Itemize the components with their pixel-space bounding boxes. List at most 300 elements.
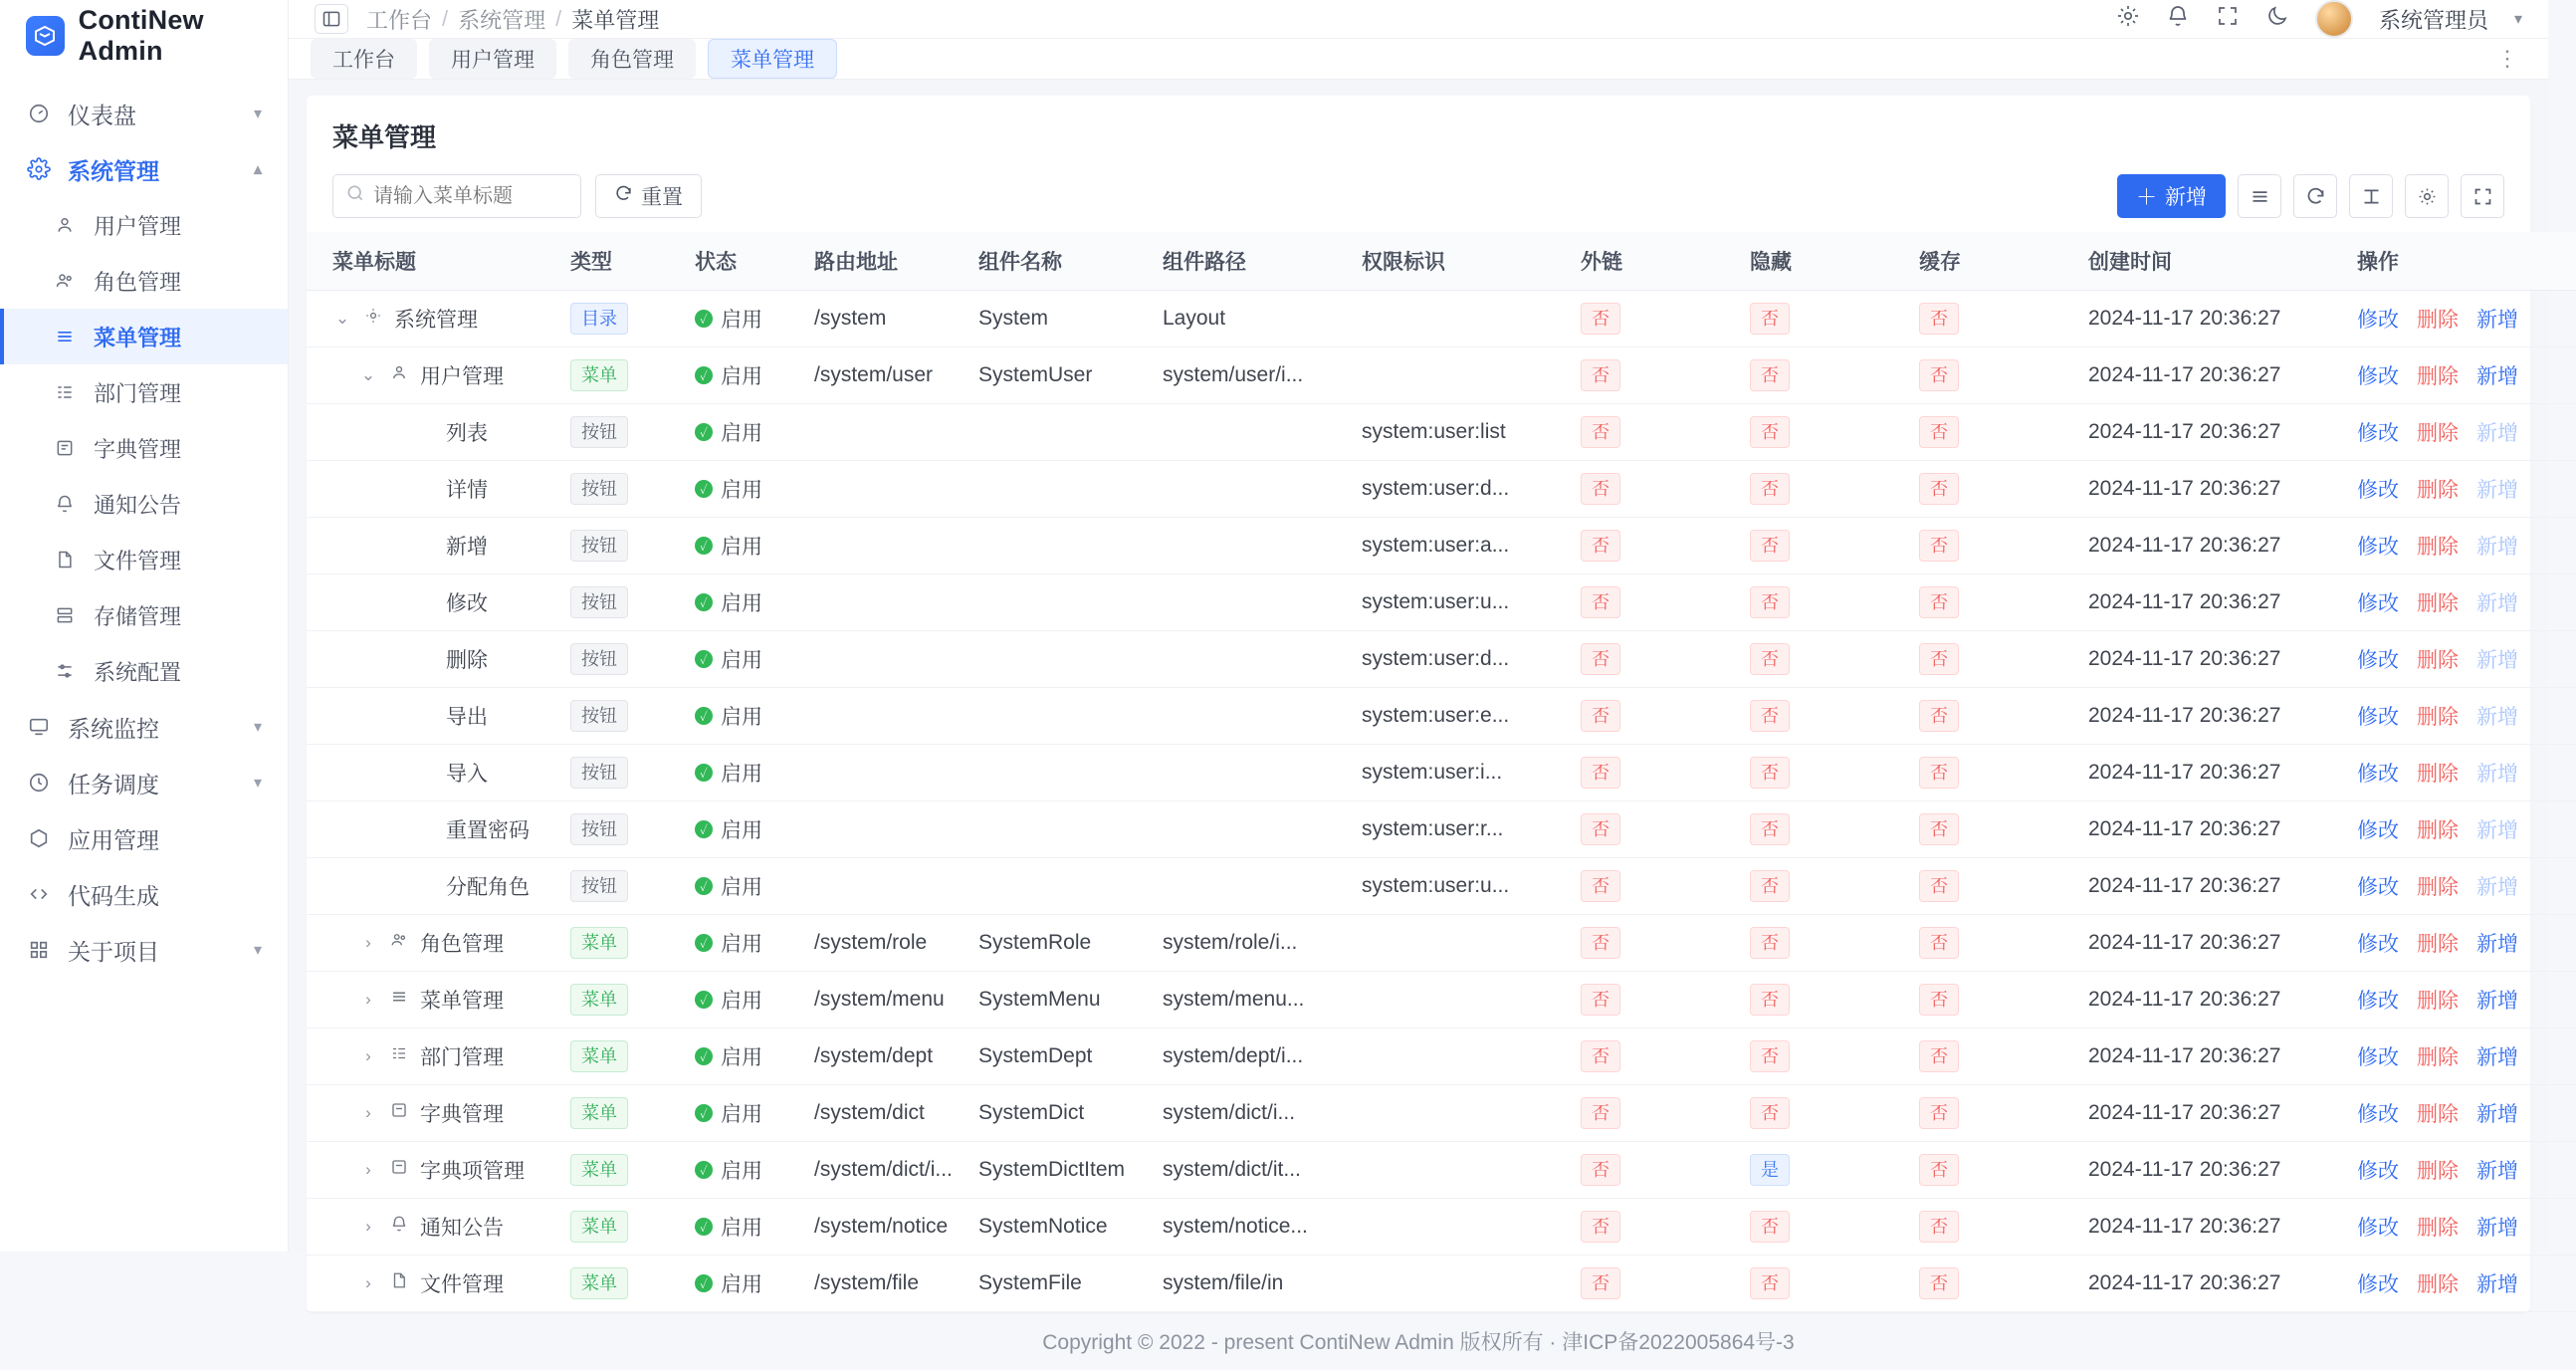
add-link[interactable]: 新增 (2476, 990, 2518, 1013)
edit-link[interactable]: 修改 (2357, 479, 2399, 502)
add-link[interactable]: 新增 (2476, 422, 2518, 445)
cell-type (560, 631, 685, 688)
chevron-right-icon[interactable]: › (365, 990, 371, 1009)
status-text: 启用 (721, 536, 762, 559)
storage-icon (52, 605, 78, 625)
cell-created: 2024-11-17 20:36:27 (2078, 972, 2347, 1028)
cache-badge: 否 (1919, 530, 1959, 562)
cell-created: 2024-11-17 20:36:27 (2078, 347, 2347, 404)
chevron-right-icon[interactable]: › (365, 1103, 371, 1122)
delete-link[interactable]: 删除 (2417, 1103, 2459, 1126)
chevron-right-icon[interactable]: › (365, 1217, 371, 1236)
cell-type (560, 404, 685, 461)
cell-status (685, 1199, 804, 1256)
delete-link[interactable]: 删除 (2417, 876, 2459, 899)
cell-status (685, 291, 804, 347)
delete-link[interactable]: 删除 (2417, 1217, 2459, 1240)
table-row[interactable] (307, 461, 2576, 518)
delete-link[interactable]: 删除 (2417, 1160, 2459, 1183)
table-row[interactable] (307, 972, 2576, 1028)
table-row[interactable] (307, 1142, 2576, 1199)
external-badge: 否 (1581, 1097, 1620, 1129)
external-badge: 否 (1581, 643, 1620, 675)
add-link[interactable]: 新增 (2476, 1273, 2518, 1296)
cell-component-name: SystemUser (968, 347, 1153, 404)
chevron-down-icon[interactable]: ▾ (2513, 11, 2522, 28)
cell-hidden (1740, 461, 1909, 518)
cell-hidden (1740, 1142, 1909, 1199)
menu-table-scroll[interactable] (307, 232, 2530, 1312)
fullscreen-icon[interactable] (2216, 4, 2240, 34)
sidebar-item-storage[interactable] (0, 587, 288, 643)
cell-hidden (1740, 915, 1909, 972)
sidebar-item-files[interactable] (0, 532, 288, 587)
sidebar-item-monitor[interactable] (0, 699, 288, 755)
file-icon (52, 550, 78, 570)
edit-link[interactable]: 修改 (2357, 876, 2399, 899)
cell-operations (2347, 404, 2576, 461)
status-text: 启用 (721, 1160, 762, 1183)
bell-icon (388, 1215, 410, 1239)
menu-title-text: 分配角色 (446, 876, 530, 899)
cell-created: 2024-11-17 20:36:27 (2078, 518, 2347, 574)
dict-icon (52, 438, 78, 458)
edit-link[interactable]: 修改 (2357, 1046, 2399, 1069)
cell-component-name (968, 461, 1153, 518)
cell-external (1571, 801, 1740, 858)
cell-component-name: SystemFile (968, 1256, 1153, 1312)
cell-component-path: system/menu... (1153, 972, 1352, 1028)
table-row[interactable] (307, 688, 2576, 745)
cell-component-path (1153, 631, 1352, 688)
type-badge: 按钮 (570, 700, 628, 732)
user-name[interactable]: 系统管理员 (2378, 7, 2488, 33)
cell-external (1571, 688, 1740, 745)
chevron-up-icon: ▴ (253, 161, 262, 178)
breadcrumb-item[interactable]: 系统管理 (458, 7, 546, 33)
cell-component-path: system/dict/i... (1153, 1085, 1352, 1142)
sidebar-item-departments[interactable] (0, 364, 288, 420)
sidebar-item-menus[interactable] (0, 309, 288, 364)
cell-route (804, 404, 968, 461)
status-text: 启用 (721, 990, 762, 1013)
col-operations: 操作 (2347, 232, 2576, 291)
cache-badge: 否 (1919, 1040, 1959, 1072)
external-badge: 否 (1581, 1154, 1620, 1186)
cell-status (685, 972, 804, 1028)
edit-link[interactable]: 修改 (2357, 990, 2399, 1013)
cell-status (685, 1142, 804, 1199)
col-type: 类型 (560, 232, 685, 291)
cell-component-name: SystemDict (968, 1085, 1153, 1142)
cell-type (560, 1256, 685, 1312)
gear-icon[interactable] (2116, 4, 2140, 34)
menu-title-text: 重置密码 (446, 819, 530, 842)
cell-route (804, 745, 968, 801)
cache-badge: 否 (1919, 359, 1959, 391)
col-route: 路由地址 (804, 232, 968, 291)
delete-link[interactable]: 删除 (2417, 649, 2459, 672)
cell-cache (1909, 574, 2078, 631)
sidebar-item-users[interactable] (0, 197, 288, 253)
table-row[interactable] (307, 404, 2576, 461)
cell-hidden (1740, 858, 1909, 915)
status-dot-icon: ✓ (695, 1161, 713, 1179)
status-text: 启用 (721, 309, 762, 332)
sidebar-item-label: 系统监控 (68, 715, 159, 742)
sidebar-item-label: 任务调度 (68, 771, 159, 798)
sidebar-item-notice[interactable] (0, 476, 288, 532)
cell-route: /system/user (804, 347, 968, 404)
table-row[interactable] (307, 801, 2576, 858)
edit-link[interactable]: 修改 (2357, 933, 2399, 956)
cell-status (685, 915, 804, 972)
hidden-badge: 是 (1750, 1154, 1790, 1186)
user-icon (388, 363, 410, 387)
clock-icon (26, 772, 52, 794)
add-link[interactable]: 新增 (2476, 819, 2518, 842)
table-row[interactable] (307, 291, 2576, 347)
notifications-bell-icon[interactable] (2166, 4, 2190, 34)
cell-component-path: system/dept/i... (1153, 1028, 1352, 1085)
hidden-badge: 否 (1750, 700, 1790, 732)
delete-link[interactable]: 删除 (2417, 990, 2459, 1013)
external-badge: 否 (1581, 813, 1620, 845)
tab-bar (289, 39, 2548, 80)
edit-link[interactable]: 修改 (2357, 763, 2399, 786)
sidebar-item-config[interactable] (0, 643, 288, 699)
content-area (289, 80, 2548, 1370)
breadcrumb-separator: / (555, 6, 562, 31)
cell-status (685, 347, 804, 404)
table-header-row (307, 232, 2576, 291)
external-badge: 否 (1581, 473, 1620, 505)
menu-icon (52, 327, 78, 346)
menu-title-text: 菜单管理 (420, 990, 504, 1013)
dict-icon (388, 1158, 410, 1182)
edit-link[interactable]: 修改 (2357, 1103, 2399, 1126)
cell-created: 2024-11-17 20:36:27 (2078, 291, 2347, 347)
cell-operations (2347, 915, 2576, 972)
cell-status (685, 1085, 804, 1142)
add-link[interactable]: 新增 (2476, 649, 2518, 672)
add-link[interactable]: 新增 (2476, 876, 2518, 899)
cell-hidden (1740, 688, 1909, 745)
add-button[interactable] (2117, 174, 2226, 218)
delete-link[interactable]: 删除 (2417, 479, 2459, 502)
cell-status (685, 518, 804, 574)
brand-title: ContiNew Admin (78, 5, 204, 66)
cache-badge: 否 (1919, 1097, 1959, 1129)
add-link[interactable]: 新增 (2476, 536, 2518, 559)
add-link[interactable]: 新增 (2476, 933, 2518, 956)
status-text: 启用 (721, 1103, 762, 1126)
edit-link[interactable]: 修改 (2357, 309, 2399, 332)
edit-link[interactable]: 修改 (2357, 592, 2399, 615)
cell-type (560, 1142, 685, 1199)
external-badge: 否 (1581, 586, 1620, 618)
cell-external (1571, 1142, 1740, 1199)
cache-badge: 否 (1919, 1267, 1959, 1299)
cell-permission: system:user:u... (1352, 574, 1571, 631)
cell-external (1571, 858, 1740, 915)
search-input-wrapper[interactable] (332, 174, 581, 218)
cell-status (685, 1256, 804, 1312)
cell-component-name: SystemDictItem (968, 1142, 1153, 1199)
sidebar-item-dictionary[interactable] (0, 420, 288, 476)
topbar-actions (2116, 0, 2522, 38)
cache-badge: 否 (1919, 813, 1959, 845)
tab-workbench[interactable] (311, 39, 417, 79)
delete-link[interactable]: 删除 (2417, 706, 2459, 729)
edit-link[interactable]: 修改 (2357, 536, 2399, 559)
sidebar-item-system[interactable] (0, 141, 288, 197)
delete-link[interactable]: 删除 (2417, 536, 2459, 559)
table-row[interactable] (307, 1256, 2576, 1312)
add-link[interactable]: 新增 (2476, 1103, 2518, 1126)
cell-external (1571, 1199, 1740, 1256)
role-icon (52, 271, 78, 291)
cell-type (560, 1028, 685, 1085)
edit-link[interactable]: 修改 (2357, 1217, 2399, 1240)
sidebar-item-roles[interactable] (0, 253, 288, 309)
sidebar-item-label: 部门管理 (94, 380, 182, 406)
cell-hidden (1740, 1085, 1909, 1142)
cell-permission: system:user:d... (1352, 461, 1571, 518)
add-link[interactable]: 新增 (2476, 309, 2518, 332)
sidebar-item-about[interactable] (0, 922, 288, 978)
sliders-icon (52, 661, 78, 681)
delete-link[interactable]: 删除 (2417, 1273, 2459, 1296)
role-icon (388, 931, 410, 955)
refresh-icon[interactable] (2293, 174, 2337, 218)
cell-operations (2347, 1142, 2576, 1199)
sidebar-item-apps[interactable] (0, 810, 288, 866)
external-badge: 否 (1581, 1267, 1620, 1299)
cell-operations (2347, 1028, 2576, 1085)
menu-title-text: 角色管理 (420, 933, 504, 956)
breadcrumb-separator: / (442, 6, 449, 31)
tab-menus[interactable] (708, 39, 837, 79)
cell-component-name (968, 801, 1153, 858)
chevron-right-icon[interactable]: › (365, 1273, 371, 1292)
cell-created: 2024-11-17 20:36:27 (2078, 801, 2347, 858)
breadcrumb-item[interactable]: 工作台 (366, 7, 433, 33)
cell-cache (1909, 1142, 2078, 1199)
type-badge: 按钮 (570, 530, 628, 562)
avatar[interactable] (2315, 0, 2353, 38)
cell-created: 2024-11-17 20:36:27 (2078, 1256, 2347, 1312)
cell-component-path: Layout (1153, 291, 1352, 347)
type-badge: 菜单 (570, 927, 628, 959)
table-row[interactable] (307, 915, 2576, 972)
edit-link[interactable]: 修改 (2357, 422, 2399, 445)
cell-permission (1352, 1085, 1571, 1142)
menu-title-text: 部门管理 (420, 1046, 504, 1069)
sidebar-item-dashboard[interactable] (0, 86, 288, 141)
cell-permission: system:user:a... (1352, 518, 1571, 574)
topbar (289, 0, 2548, 39)
type-badge: 菜单 (570, 359, 628, 391)
hidden-badge: 否 (1750, 530, 1790, 562)
table-row[interactable] (307, 858, 2576, 915)
cell-type (560, 347, 685, 404)
delete-link[interactable]: 删除 (2417, 1046, 2459, 1069)
add-link[interactable]: 新增 (2476, 763, 2518, 786)
chevron-right-icon[interactable]: › (365, 1046, 371, 1065)
tab-roles[interactable] (568, 39, 696, 79)
cell-component-name: System (968, 291, 1153, 347)
tab-users[interactable] (429, 39, 556, 79)
cache-badge: 否 (1919, 700, 1959, 732)
edit-link[interactable]: 修改 (2357, 649, 2399, 672)
type-badge: 按钮 (570, 416, 628, 448)
columns-icon[interactable] (2349, 174, 2393, 218)
footer-text: Copyright © 2022 - present ContiNew Admin 版权所有 · 津ICP备2022005864号-3 (1042, 1331, 1795, 1354)
cell-cache (1909, 347, 2078, 404)
page-title: 菜单管理 (332, 122, 437, 152)
cell-status (685, 688, 804, 745)
table-row[interactable] (307, 1199, 2576, 1256)
cell-title (307, 347, 560, 404)
cell-cache (1909, 291, 2078, 347)
type-badge: 菜单 (570, 984, 628, 1016)
cell-created: 2024-11-17 20:36:27 (2078, 915, 2347, 972)
sidebar-item-scheduler[interactable] (0, 755, 288, 810)
cell-hidden (1740, 291, 1909, 347)
fullscreen-icon[interactable] (2461, 174, 2504, 218)
chevron-down-icon[interactable]: ⌄ (360, 365, 376, 384)
chevron-right-icon[interactable]: › (365, 933, 371, 952)
list-icon[interactable] (2238, 174, 2281, 218)
tab-overflow-icon[interactable]: ⋮ (2496, 46, 2518, 71)
reset-label: 重置 (641, 186, 683, 209)
delete-link[interactable]: 删除 (2417, 933, 2459, 956)
table-row[interactable] (307, 347, 2576, 404)
cell-permission: system:user:e... (1352, 688, 1571, 745)
cell-operations (2347, 291, 2576, 347)
reset-button[interactable] (595, 174, 702, 218)
table-row[interactable] (307, 1028, 2576, 1085)
edit-link[interactable]: 修改 (2357, 1160, 2399, 1183)
search-input[interactable] (373, 185, 568, 208)
add-link[interactable]: 新增 (2476, 479, 2518, 502)
add-link[interactable]: 新增 (2476, 1217, 2518, 1240)
status-dot-icon: ✓ (695, 1274, 713, 1292)
cell-route (804, 574, 968, 631)
add-link[interactable]: 新增 (2476, 365, 2518, 388)
edit-link[interactable]: 修改 (2357, 706, 2399, 729)
delete-link[interactable]: 删除 (2417, 819, 2459, 842)
menu-title-text: 字典项管理 (420, 1160, 525, 1183)
table-row[interactable] (307, 745, 2576, 801)
delete-link[interactable]: 删除 (2417, 365, 2459, 388)
add-link[interactable]: 新增 (2476, 706, 2518, 729)
dept-icon (52, 382, 78, 402)
cell-type (560, 801, 685, 858)
cell-created: 2024-11-17 20:36:27 (2078, 404, 2347, 461)
cell-operations (2347, 1085, 2576, 1142)
delete-link[interactable]: 删除 (2417, 592, 2459, 615)
collapse-sidebar-button[interactable] (315, 4, 348, 34)
cell-created: 2024-11-17 20:36:27 (2078, 1028, 2347, 1085)
status-dot-icon: ✓ (695, 537, 713, 555)
toolbar (307, 160, 2530, 232)
add-link[interactable]: 新增 (2476, 1160, 2518, 1183)
delete-link[interactable]: 删除 (2417, 422, 2459, 445)
file-icon (388, 1271, 410, 1295)
status-text: 启用 (721, 706, 762, 729)
table-row[interactable] (307, 574, 2576, 631)
type-badge: 菜单 (570, 1040, 628, 1072)
col-created: 创建时间 (2078, 232, 2347, 291)
cell-title (307, 1256, 560, 1312)
sidebar-item-label: 仪表盘 (68, 102, 136, 128)
cell-permission (1352, 972, 1571, 1028)
cell-operations (2347, 745, 2576, 801)
cell-permission: system:user:i... (1352, 745, 1571, 801)
table-row[interactable] (307, 518, 2576, 574)
chevron-right-icon[interactable]: › (365, 1160, 371, 1179)
delete-link[interactable]: 删除 (2417, 763, 2459, 786)
chevron-down-icon: ▾ (253, 106, 262, 122)
cell-created: 2024-11-17 20:36:27 (2078, 858, 2347, 915)
cell-cache (1909, 801, 2078, 858)
cache-badge: 否 (1919, 870, 1959, 902)
cell-permission (1352, 1256, 1571, 1312)
table-body (307, 291, 2576, 1312)
sidebar-item-label: 系统管理 (68, 157, 159, 184)
chevron-down-icon[interactable]: ⌄ (334, 309, 350, 328)
cell-type (560, 518, 685, 574)
sidebar-item-codegen[interactable] (0, 866, 288, 922)
delete-link[interactable]: 删除 (2417, 309, 2459, 332)
gear-icon[interactable] (2405, 174, 2449, 218)
add-link[interactable]: 新增 (2476, 592, 2518, 615)
sidebar-item-label: 菜单管理 (94, 325, 182, 350)
table-row[interactable] (307, 631, 2576, 688)
cell-operations (2347, 801, 2576, 858)
dark-mode-moon-icon[interactable] (2265, 4, 2289, 34)
cell-type (560, 858, 685, 915)
cell-title (307, 1142, 560, 1199)
cell-component-path (1153, 745, 1352, 801)
menu-title-text: 列表 (446, 422, 488, 445)
hidden-badge: 否 (1750, 643, 1790, 675)
status-dot-icon: ✓ (695, 650, 713, 668)
cell-external (1571, 1085, 1740, 1142)
edit-link[interactable]: 修改 (2357, 365, 2399, 388)
cell-title (307, 291, 560, 347)
col-title: 菜单标题 (307, 232, 560, 291)
sidebar-item-label: 关于项目 (68, 938, 159, 965)
edit-link[interactable]: 修改 (2357, 819, 2399, 842)
edit-link[interactable]: 修改 (2357, 1273, 2399, 1296)
status-dot-icon: ✓ (695, 991, 713, 1009)
cell-route: /system/notice (804, 1199, 968, 1256)
cell-route: /system (804, 291, 968, 347)
cell-type (560, 574, 685, 631)
tab-label: 角色管理 (590, 49, 674, 72)
add-link[interactable]: 新增 (2476, 1046, 2518, 1069)
external-badge: 否 (1581, 870, 1620, 902)
external-badge: 否 (1581, 757, 1620, 789)
status-text: 启用 (721, 1217, 762, 1240)
status-dot-icon: ✓ (695, 764, 713, 782)
table-row[interactable] (307, 1085, 2576, 1142)
code-icon (26, 883, 52, 905)
cell-title (307, 858, 560, 915)
